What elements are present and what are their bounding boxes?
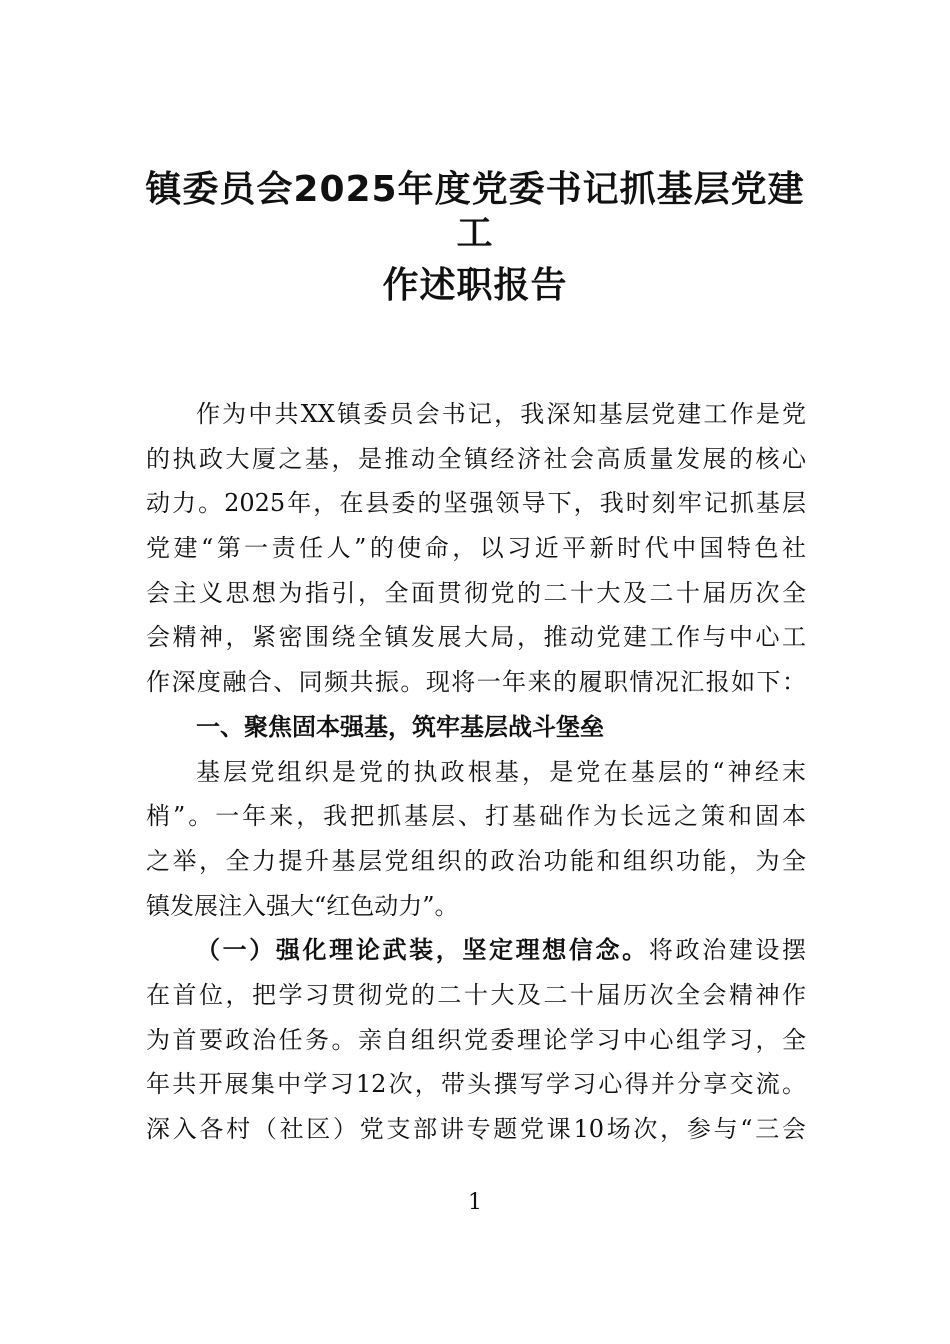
page-number: 1: [468, 1190, 482, 1215]
paragraph-line: 作为中共XX镇委员会书记，我深知基层党建工作是党: [196, 400, 806, 428]
paragraph-line: 年共开展集中学习12次，带头撰写学习心得并分享交流。: [146, 1070, 806, 1099]
document-title-line-2: 作述职报告: [382, 265, 568, 306]
section-heading: 一、聚焦固本强基，筑牢基层战斗堡垒: [196, 712, 604, 741]
subsection-heading: （一）强化理论武装，坚定理想信念。: [196, 935, 649, 965]
paragraph-line: 为首要政治任务。亲自组织党委理论学习中心组学习，全: [146, 1025, 806, 1054]
paragraph-line: 作深度融合、同频共振。现将一年来的履职情况汇报如下：: [146, 668, 806, 697]
paragraph-line: 动力。2025年，在县委的坚强领导下，我时刻牢记抓基层: [146, 489, 806, 518]
paragraph-line: 会精神，紧密围绕全镇发展大局，推动党建工作与中心工: [146, 623, 806, 652]
document-body: [146, 392, 806, 1152]
document-title-line-1: 镇委员会2025年度党委书记抓基层党建工: [145, 169, 805, 254]
paragraph-line: 会主义思想为指引，全面贯彻党的二十大及二十届历次全: [146, 578, 806, 607]
paragraph-line: 之举，全力提升基层党组织的政治功能和组织功能，为全: [146, 846, 806, 875]
subsection-first-line: [146, 928, 806, 973]
paragraph-line: 镇发展注入强大“红色动力”。: [146, 891, 459, 920]
paragraph-line: 在首位，把学习贯彻党的二十大及二十届历次全会精神作: [146, 980, 806, 1009]
paragraph-line: 基层党组织是党的执政根基，是党在基层的“神经末: [196, 757, 806, 786]
paragraph-line: 梢”。一年来，我把抓基层、打基础作为长远之策和固本: [146, 802, 806, 831]
subsection-text: 将政治建设摆: [648, 936, 807, 965]
paragraph-line: 深入各村（社区）党支部讲专题党课10场次，参与“三会: [146, 1115, 806, 1143]
paragraph-line: 党建“第一责任人”的使命，以习近平新时代中国特色社: [146, 534, 806, 563]
paragraph-line: 的执政大厦之基，是推动全镇经济社会高质量发展的核心: [146, 444, 806, 473]
